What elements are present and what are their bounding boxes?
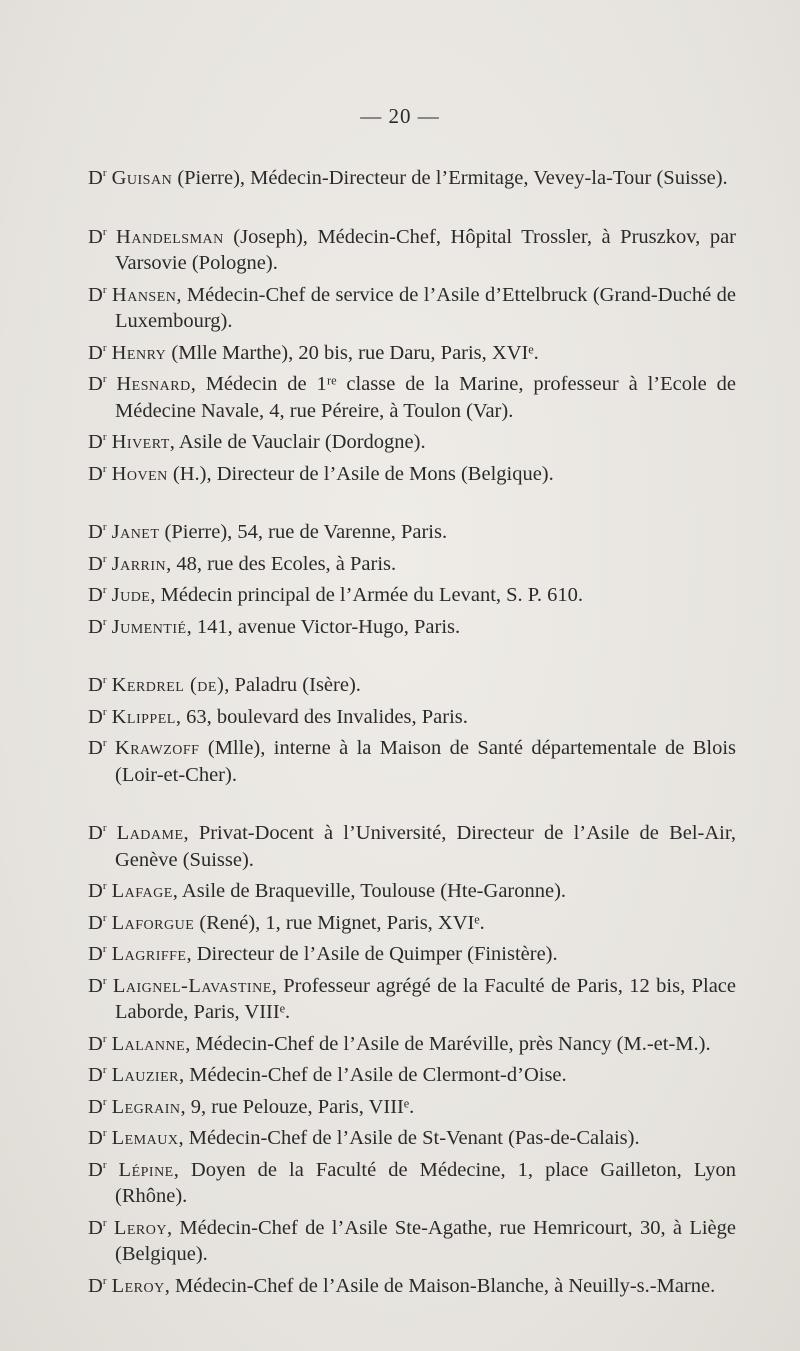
title-abbrev: $D^r$ xyxy=(88,1158,107,1181)
member-details: , Médecin-Chef de l’Asile de St-Venant (Pas-de-Calais). xyxy=(178,1127,640,1149)
member-details: , Médecin-Chef de l’Asile Ste-Agathe, rue Hemricourt, 30, à Liège (Belgique). xyxy=(115,1216,736,1265)
list-item xyxy=(88,160,736,192)
member-name: Leroy xyxy=(111,1274,165,1297)
member-details: , Directeur de l’Asile de Quimper (Finistère). xyxy=(186,943,558,965)
member-details: , Médecin de 1ʳᵉ classe de la Marine, professeur à l’Ecole de Médecine Navale, 4, rue Péreire, à Toulon (Var). xyxy=(115,373,736,422)
member-name: Handelsman xyxy=(116,225,224,248)
list-item xyxy=(88,1152,736,1210)
list-item xyxy=(88,699,736,731)
member-details: , Doyen de la Faculté de Médecine, 1, place Gailleton, Lyon (Rhône). xyxy=(115,1158,736,1207)
member-name: Kerdrel (de) xyxy=(111,674,225,696)
list-item xyxy=(88,815,736,873)
member-name: Janet xyxy=(111,521,160,543)
list-item xyxy=(88,1089,736,1121)
title-abbrev: $D^r$ xyxy=(88,822,107,844)
member-details: (Pierre), Médecin-Directeur de l’Ermitage, Vevey-la-Tour (Suisse). xyxy=(172,167,728,189)
list-item xyxy=(88,905,736,937)
member-details: , Médecin-Chef de service de l’Asile d’Ettelbruck (Grand-Duché de Luxembourg). xyxy=(115,283,736,332)
member-name: Hivert xyxy=(111,431,170,453)
title-abbrev: $D^r$ xyxy=(88,283,107,306)
member-details: (Mlle Marthe), 20 bis, rue Daru, Paris, XVIᵉ. xyxy=(166,341,539,364)
member-name: Lemaux xyxy=(111,1127,179,1149)
member-name: Lagriffe xyxy=(111,943,187,965)
member-details: , Médecin-Chef de l’Asile de Maison-Blanche, à Neuilly-s.-Marne. xyxy=(164,1274,716,1297)
member-name: Legrain xyxy=(111,1095,181,1118)
list-item xyxy=(88,609,736,641)
title-abbrev: $D^r$ xyxy=(88,737,107,759)
member-name: Hansen xyxy=(111,283,177,306)
member-name: Laforgue xyxy=(111,911,195,934)
list-item xyxy=(88,1057,736,1089)
title-abbrev: $D^r$ xyxy=(88,705,107,728)
title-abbrev: $D^r$ xyxy=(88,1095,107,1118)
list-item xyxy=(88,546,736,578)
title-abbrev: $D^r$ xyxy=(88,1127,107,1149)
member-details: (H.), Directeur de l’Asile de Mons (Belgique). xyxy=(167,462,554,485)
list-item xyxy=(88,667,736,699)
list-item xyxy=(88,968,736,1026)
member-details: , 63, boulevard des Invalides, Paris. xyxy=(175,705,468,728)
title-abbrev: $D^r$ xyxy=(88,943,107,965)
member-details: , Médecin-Chef de l’Asile de Maréville, près Nancy (M.-et-M.). xyxy=(185,1032,711,1055)
member-details: , Médecin principal de l’Armée du Levant, S. P. 610. xyxy=(150,584,584,606)
list-item xyxy=(88,1120,736,1152)
title-abbrev: $D^r$ xyxy=(88,225,107,248)
list-item xyxy=(88,1210,736,1268)
member-details: , 48, rue des Ecoles, à Paris. xyxy=(166,552,397,575)
title-abbrev: $D^r$ xyxy=(88,1216,107,1239)
member-details: , Professeur agrégé de la Faculté de Paris, 12 bis, Place Laborde, Paris, VIIIᵉ. xyxy=(115,974,736,1023)
member-name: Henry xyxy=(111,341,167,364)
list-item xyxy=(88,277,736,335)
title-abbrev: $D^r$ xyxy=(88,1032,107,1055)
member-name: Ladame xyxy=(116,822,184,844)
list-item xyxy=(88,366,736,424)
title-abbrev: $D^r$ xyxy=(88,1274,107,1297)
member-name: Laignel-Lavastine xyxy=(112,974,272,997)
title-abbrev: $D^r$ xyxy=(88,880,107,902)
title-abbrev: $D^r$ xyxy=(88,431,107,453)
member-details: (René), 1, rue Mignet, Paris, XVIᵉ. xyxy=(194,911,485,934)
member-details: , Médecin-Chef de l’Asile de Clermont-d’Oise. xyxy=(178,1064,567,1086)
member-name: Jude xyxy=(111,584,151,606)
member-name: Leroy xyxy=(113,1216,167,1239)
member-name: Lauzier xyxy=(111,1064,179,1086)
title-abbrev: $D^r$ xyxy=(88,373,107,395)
title-abbrev: $D^r$ xyxy=(88,521,107,543)
title-abbrev: $D^r$ xyxy=(88,674,107,696)
member-name: Krawzoff xyxy=(114,737,200,759)
list-item xyxy=(88,335,736,367)
member-name: Lépine xyxy=(118,1158,174,1181)
member-name: Hesnard xyxy=(116,373,191,395)
member-details: (Mlle), interne à la Maison de Santé départementale de Blois (Loir-et-Cher). xyxy=(115,737,737,786)
member-details: (Joseph), Médecin-Chef, Hôpital Trossler, à Pruszkov, par Varsovie (Pologne). xyxy=(115,225,737,274)
title-abbrev: $D^r$ xyxy=(88,911,107,934)
title-abbrev: $D^r$ xyxy=(88,974,107,997)
member-details: , Paladru (Isère). xyxy=(224,674,361,696)
list-item xyxy=(88,577,736,609)
list-item xyxy=(88,1268,736,1300)
list-item xyxy=(88,514,736,546)
member-name: Klippel xyxy=(111,705,176,728)
title-abbrev: $D^r$ xyxy=(88,1064,107,1086)
title-abbrev: $D^r$ xyxy=(88,341,107,364)
page-number: — 20 — xyxy=(360,104,440,128)
member-details: , 141, avenue Victor-Hugo, Paris. xyxy=(186,615,461,638)
title-abbrev: $D^r$ xyxy=(88,167,107,189)
title-abbrev: $D^r$ xyxy=(88,615,107,638)
member-list xyxy=(88,160,736,1299)
member-details: , Asile de Vauclair (Dordogne). xyxy=(169,431,426,453)
member-details: , Asile de Braqueville, Toulouse (Hte-Garonne). xyxy=(172,880,567,902)
member-details: (Pierre), 54, rue de Varenne, Paris. xyxy=(159,521,448,543)
title-abbrev: $D^r$ xyxy=(88,462,107,485)
list-item xyxy=(88,424,736,456)
list-item xyxy=(88,219,736,277)
member-details: , 9, rue Pelouze, Paris, VIIIᵉ. xyxy=(180,1095,415,1118)
member-name: Lafage xyxy=(111,880,173,902)
member-name: Hoven xyxy=(111,462,168,485)
list-item xyxy=(88,456,736,488)
member-name: Lalanne xyxy=(111,1032,186,1055)
member-name: Jarrin xyxy=(111,552,167,575)
title-abbrev: $D^r$ xyxy=(88,584,107,606)
member-name: Jumentié xyxy=(111,615,187,638)
list-item xyxy=(88,730,736,788)
list-item xyxy=(88,873,736,905)
list-item xyxy=(88,1026,736,1058)
title-abbrev: $D^r$ xyxy=(88,552,107,575)
list-item xyxy=(88,936,736,968)
member-details: , Privat-Docent à l’Université, Directeur de l’Asile de Bel-Air, Genève (Suisse). xyxy=(115,822,737,871)
member-name: Guisan xyxy=(111,167,173,189)
